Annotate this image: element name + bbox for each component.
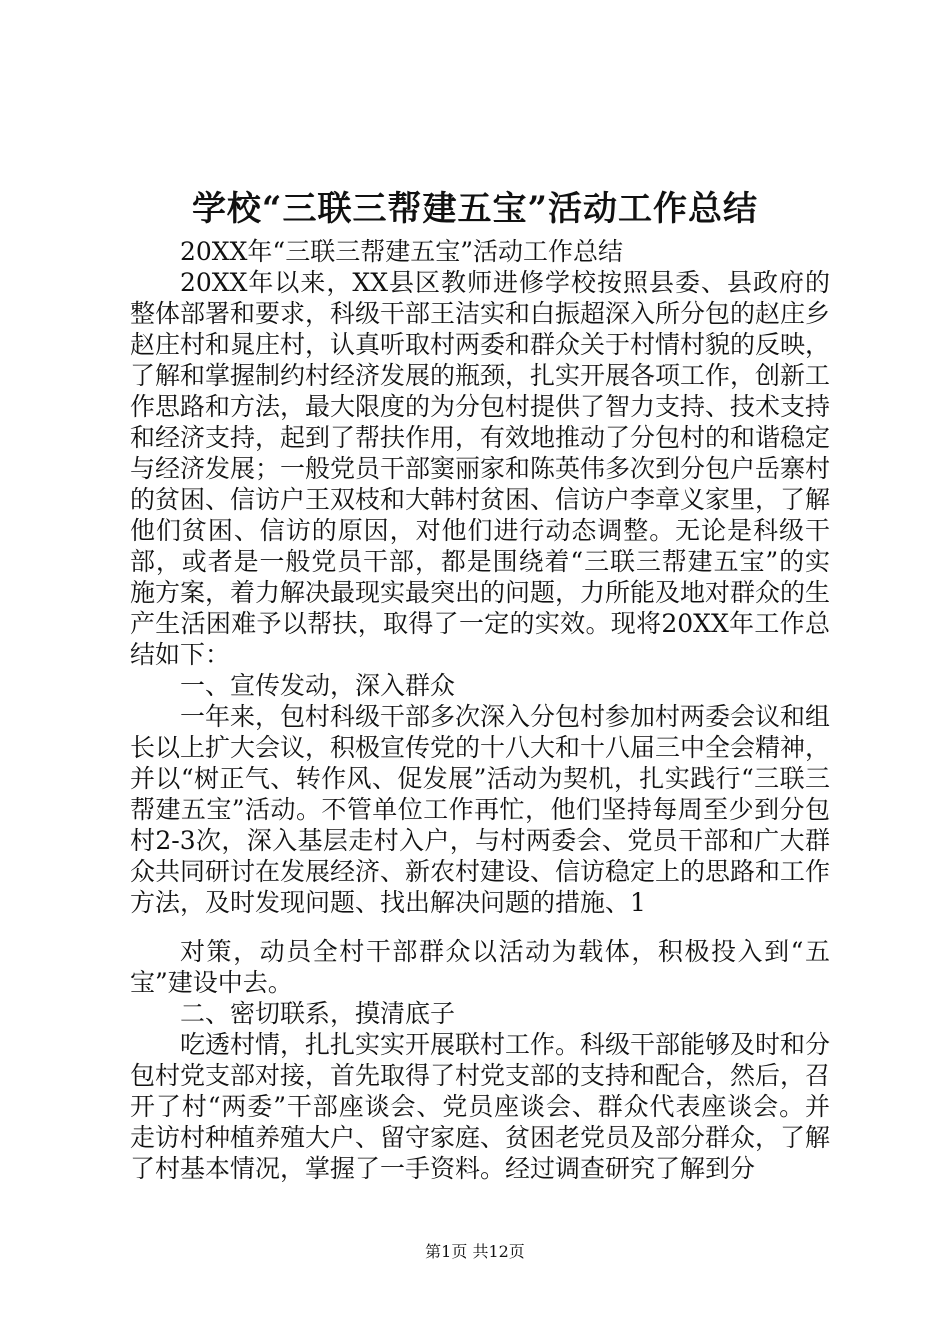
document-title: 学校“三联三帮建五宝”活动工作总结 [191,189,759,229]
section-1-paragraph: 一年来，包村科级干部多次深入分包村参加村两委会议和组长以上扩大会议，积极宣传党的十八大和十八届三中全会精神，并以“树正气、转作风、促发展”活动为契机，扎实践行“三联三帮建五宝”活动。不管单位工作再忙，他们坚持每周至少到分包村2-3次，深入基层走村入户，与村两委会、党员干部和广大群众共同研讨在发展经济、新农村建设、信访稳定上的思路和工作方法，及时发现问题、找出解决问题的措施、1 [130,702,831,917]
section-heading-1: 一、宣传发动，深入群众 [180,671,456,700]
body-section-1 [130,236,830,918]
body-section-2 [130,936,830,1184]
intro-paragraph: 20XX年以来，XX县区教师进修学校按照县委、县政府的整体部署和要求，科级干部王洁实和白振超深入所分包的赵庄乡赵庄村和晁庄村，认真听取村两委和群众关于村情村貌的反映，了解和掌握制约村经济发展的瓶颈，扎实开展各项工作，创新工作思路和方法，最大限度的为分包村提供了智力支持、技术支持和经济支持，起到了帮扶作用，有效地推动了分包村的和谐稳定与经济发展；一般党员干部窦丽家和陈英伟多次到分包户岳寨村的贫困、信访户王双枝和大韩村贫困、信访户李章义家里，了解他们贫困、信访的原因，对他们进行动态调整。无论是科级干部，或者是一般党员干部，都是围绕着“三联三帮建五宝”的实施方案，着力解决最现实最突出的问题，力所能及地对群众的生产生活困难予以帮扶，取得了一定的实效。现将20XX年工作总结如下： [130,268,831,669]
subtitle-paragraph: 20XX年“三联三帮建五宝”活动工作总结 [180,237,623,266]
section-2-paragraph: 吃透村情，扎扎实实开展联村工作。科级干部能够及时和分包村党支部对接，首先取得了村党支部的支持和配合，然后，召开了村“两委”干部座谈会、党员座谈会、群众代表座谈会。并走访村种植养殖大户、留守家庭、贫困老党员及部分群众，了解了村基本情况，掌握了一手资料。经过调查研究了解到分 [130,1030,831,1183]
continuation-paragraph: 对策，动员全村干部群众以活动为载体，积极投入到“五宝”建设中去。 [130,937,830,997]
section-heading-2: 二、密切联系，摸清底子 [180,999,456,1028]
page-number-footer: 第1页 共12页 [425,1242,525,1261]
